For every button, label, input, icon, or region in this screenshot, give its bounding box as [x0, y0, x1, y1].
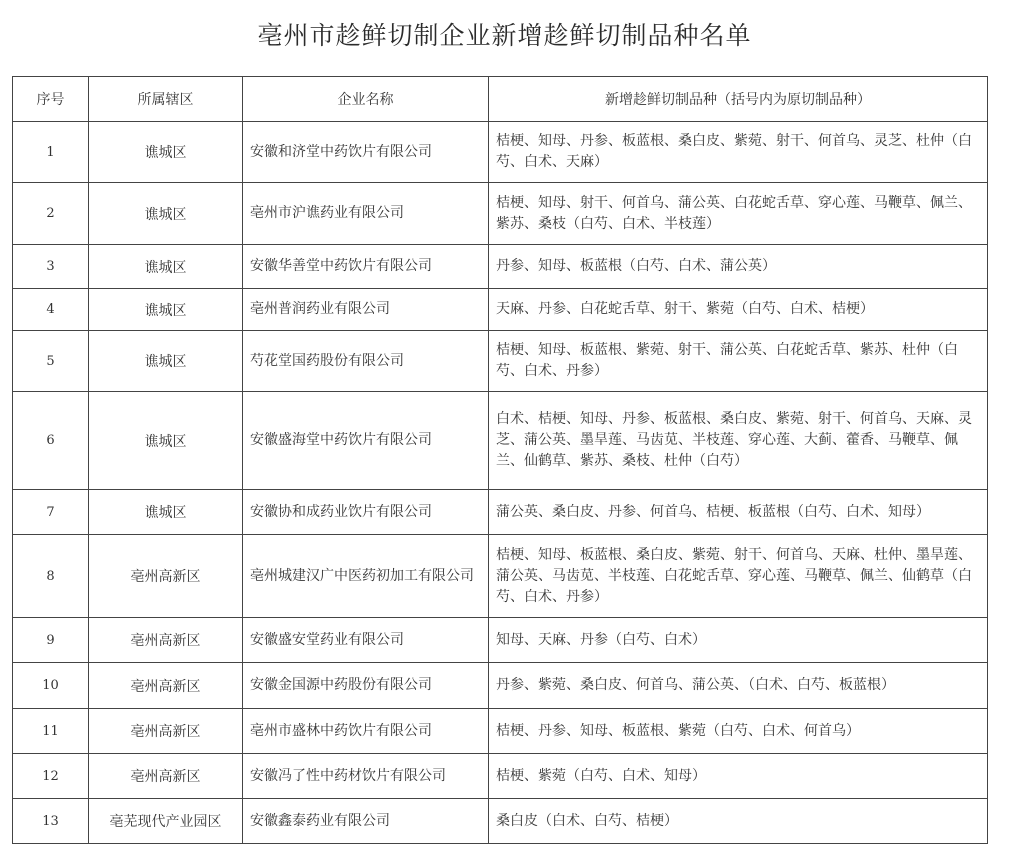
row-district: 亳州高新区: [89, 754, 243, 799]
header-number: 序号: [13, 77, 89, 122]
row-company: 安徽金国源中药股份有限公司: [243, 663, 489, 709]
row-number: 1: [13, 122, 89, 183]
row-company: 安徽协和成药业饮片有限公司: [243, 490, 489, 535]
row-varieties: 桔梗、知母、板蓝根、紫菀、射干、蒲公英、白花蛇舌草、紫苏、杜仲（白芍、白术、丹参）: [489, 331, 988, 392]
table-row: [13, 618, 988, 663]
row-number: 8: [13, 535, 89, 618]
row-varieties: 桔梗、知母、板蓝根、桑白皮、紫菀、射干、何首乌、天麻、杜仲、墨旱莲、蒲公英、马齿苋、半枝莲、白花蛇舌草、穿心莲、马鞭草、佩兰、仙鹤草（白芍、白术、丹参）: [489, 535, 988, 618]
row-varieties: 知母、天麻、丹参（白芍、白术）: [489, 618, 988, 663]
row-company: 安徽鑫泰药业有限公司: [243, 799, 489, 844]
row-varieties: 丹参、知母、板蓝根（白芍、白术、蒲公英）: [489, 245, 988, 289]
row-district: 谯城区: [89, 183, 243, 245]
page-title: 亳州市趁鲜切制企业新增趁鲜切制品种名单: [257, 21, 752, 50]
table-row: [13, 535, 988, 618]
row-number: 3: [13, 245, 89, 289]
row-district: 谯城区: [89, 122, 243, 183]
row-district: 亳州高新区: [89, 663, 243, 709]
row-varieties: 桔梗、知母、射干、何首乌、蒲公英、白花蛇舌草、穿心莲、马鞭草、佩兰、紫苏、桑枝（白芍、白术、半枝莲）: [489, 183, 988, 245]
row-district: 亳州高新区: [89, 535, 243, 618]
row-varieties: 丹参、紫菀、桑白皮、何首乌、蒲公英、（白术、白芍、板蓝根）: [489, 663, 988, 709]
row-district: 亳州高新区: [89, 618, 243, 663]
table-row: [13, 754, 988, 799]
table-row: [13, 709, 988, 754]
table-row: [13, 245, 988, 289]
row-number: 13: [13, 799, 89, 844]
row-varieties: 蒲公英、桑白皮、丹参、何首乌、桔梗、板蓝根（白芍、白术、知母）: [489, 490, 988, 535]
table-row: [13, 183, 988, 245]
row-varieties: 桔梗、紫菀（白芍、白术、知母）: [489, 754, 988, 799]
row-district: 谯城区: [89, 331, 243, 392]
table-row: [13, 490, 988, 535]
row-company: 安徽盛海堂中药饮片有限公司: [243, 392, 489, 490]
table-row: [13, 799, 988, 844]
row-number: 9: [13, 618, 89, 663]
row-varieties: 白术、桔梗、知母、丹参、板蓝根、桑白皮、紫菀、射干、何首乌、天麻、灵芝、蒲公英、墨旱莲、马齿苋、半枝莲、穿心莲、大蓟、藿香、马鞭草、佩兰、仙鹤草、紫苏、桑枝、杜仲（白芍）: [489, 392, 988, 490]
table-header-row: [13, 77, 988, 122]
row-district: 亳芜现代产业园区: [89, 799, 243, 844]
table-row: [13, 663, 988, 709]
row-company: 安徽冯了性中药材饮片有限公司: [243, 754, 489, 799]
row-number: 2: [13, 183, 89, 245]
row-number: 4: [13, 289, 89, 331]
row-company: 亳州市沪谯药业有限公司: [243, 183, 489, 245]
row-company: 安徽盛安堂药业有限公司: [243, 618, 489, 663]
row-number: 11: [13, 709, 89, 754]
enterprise-list-table: [12, 76, 988, 844]
row-company: 安徽和济堂中药饮片有限公司: [243, 122, 489, 183]
table-row: [13, 331, 988, 392]
row-company: 亳州普润药业有限公司: [243, 289, 489, 331]
table-row: [13, 122, 988, 183]
header-varieties: 新增趁鲜切制品种（括号内为原切制品种）: [489, 77, 988, 122]
row-district: 亳州高新区: [89, 709, 243, 754]
row-varieties: 桔梗、丹参、知母、板蓝根、紫菀（白芍、白术、何首乌）: [489, 709, 988, 754]
row-district: 谯城区: [89, 245, 243, 289]
row-company: 安徽华善堂中药饮片有限公司: [243, 245, 489, 289]
row-varieties: 桑白皮（白术、白芍、桔梗）: [489, 799, 988, 844]
row-company: 芍花堂国药股份有限公司: [243, 331, 489, 392]
row-district: 谯城区: [89, 289, 243, 331]
row-number: 7: [13, 490, 89, 535]
row-district: 谯城区: [89, 392, 243, 490]
row-number: 5: [13, 331, 89, 392]
row-number: 6: [13, 392, 89, 490]
row-varieties: 天麻、丹参、白花蛇舌草、射干、紫菀（白芍、白术、桔梗）: [489, 289, 988, 331]
table-row: [13, 392, 988, 490]
table-row: [13, 289, 988, 331]
row-varieties: 桔梗、知母、丹参、板蓝根、桑白皮、紫菀、射干、何首乌、灵芝、杜仲（白芍、白术、天麻）: [489, 122, 988, 183]
row-number: 10: [13, 663, 89, 709]
row-district: 谯城区: [89, 490, 243, 535]
row-number: 12: [13, 754, 89, 799]
row-company: 亳州城建汉广中医药初加工有限公司: [243, 535, 489, 618]
header-company: 企业名称: [243, 77, 489, 122]
row-company: 亳州市盛林中药饮片有限公司: [243, 709, 489, 754]
header-district: 所属辖区: [89, 77, 243, 122]
